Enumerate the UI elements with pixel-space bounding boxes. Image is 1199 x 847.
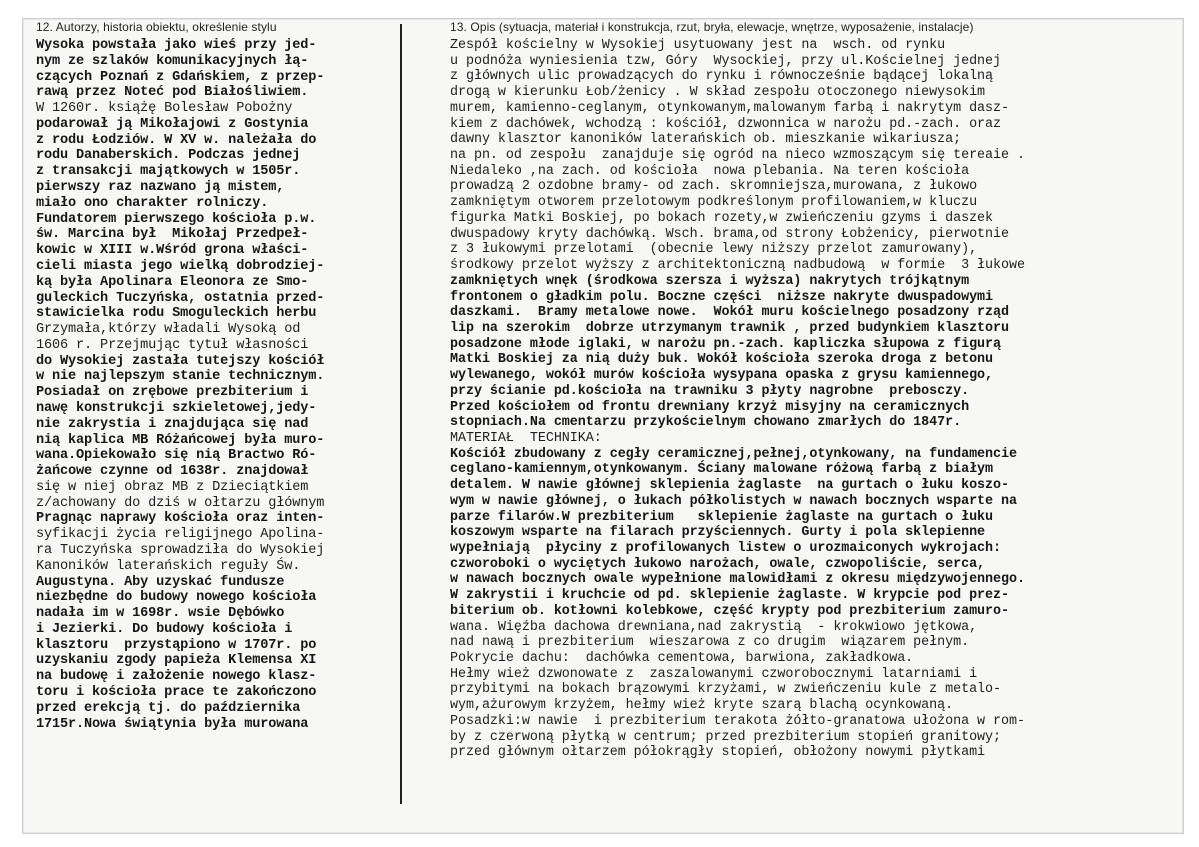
text-line: na pn. od zespołu zanajduje się ogród na nieco wzmoszącym się tereaie . [450, 148, 1025, 164]
text-line: dawny klasztor kanoników laterańskich ob. mieszkanie wikariusza; [450, 132, 962, 148]
text-line: przy ścianie pd.kościoła na trawniku 3 płyty nagrobne prebosczy. [450, 383, 970, 399]
text-line: syfikacji życia religijnego Apolina- [36, 527, 325, 543]
text-line: pierwszy raz nazwano ją mistem, [36, 180, 285, 196]
text-line: by z czerwoną płytką w centrum; przed prezbiterium stopień granitowy; [450, 729, 1002, 745]
text-line: murem, kamienno-ceglanym, otynkowanym,malowanym farbą i nakrytym dasz- [450, 100, 1009, 116]
text-line: figurka Matki Boskiej, po bokach rozety,w zwieńczeniu gzyms i daszek [450, 210, 994, 226]
text-line: Przed kościołem od frontu drewniany krzyż misyjny na ceramicznych [450, 399, 970, 415]
text-line: wym,ażurowym krzyżem, hełmy wież kryte szarą blachą ocynkowaną. [450, 698, 954, 714]
text-line: MATERIAŁ TECHNIKA: [450, 430, 602, 446]
text-line: stopniach.Na cmentarzu przykościelnym chowano zmarłych do 1847r. [450, 415, 962, 431]
text-line: niezbędne do budowy nowego kościoła [36, 590, 317, 606]
text-line: lip na szerokim dobrze utrzymanym trawnik , przed budynkiem klasztoru [450, 320, 1009, 336]
text-line: w nawach bocznych owale wypełnione malowidłami z okresu międzywojennego. [450, 572, 1025, 588]
text-line: Pragnąc naprawy kościoła oraz inten- [36, 511, 325, 527]
text-line: Posadzki:w nawie i prezbiterium terakota żółto-granatowa ułożona w rom- [450, 713, 1025, 729]
text-line: wym w nawie głównej, o łukach półkolistych w nawach bocznych wsparte na [450, 493, 1017, 509]
text-line: nad nawą i prezbiterium wieszarowa z co drugim wiązarem pełnym. [450, 635, 970, 651]
text-line: wana.Opiekowało się nią Bractwo Ró- [36, 448, 317, 464]
text-line: Augustyna. Aby uzyskać fundusze [36, 574, 285, 590]
text-line: w nie najlepszym stanie technicznym. [36, 369, 325, 385]
text-line: wana. Więźba dachowa drewniana,nad zakrystią - krokwiowo jętkowa, [450, 619, 978, 635]
text-line: zamkniętych wnęk (środkowa szersza i wyższa) nakrytych trójkątnym [450, 273, 970, 289]
text-line: św. Marcina był Mikołaj Przedpeł- [36, 227, 309, 243]
text-line: przybitymi na bokach brązowymi krzyżami, w zwieńczeniu kule z metalo- [450, 682, 1002, 698]
text-line: biterium ob. kotłowni kolebkowe, część krypty pod prezbiterium zamuro- [450, 603, 1009, 619]
right-column-header: 13. Opis (sytuacja, materiał i konstrukcja, rzut, bryła, elewacje, wnętrze, wyposażenie, instalacje) [450, 20, 974, 34]
text-line: klasztoru przystąpiono w 1707r. po [36, 637, 317, 653]
text-line: guleckich Tuczyńska, ostatnia przed- [36, 290, 325, 306]
text-line: do Wysokiej zastała tutejszy kościół [36, 353, 325, 369]
left-column-header: 12. Autorzy, historia obiektu, określenie stylu [36, 20, 277, 34]
right-column-text [450, 38, 1175, 761]
text-line: Niedaleko ,na zach. od kościoła nowa plebania. Na teren kościoła [450, 163, 970, 179]
text-line: drogą w kierunku Łob/żenicy . W skład zespołu otoczonego niewysokim [450, 85, 986, 101]
text-line: kowic w XIII w.Wśród grona właści- [36, 243, 309, 259]
column-divider [400, 24, 402, 804]
text-line: Matki Boskiej za nią duży buk. Wokół kościoła szeroka droga z betonu [450, 352, 994, 368]
text-line: posadzone młode iglaki, w narożu pn.-zach. kapliczka słupowa z figurą [450, 336, 1002, 352]
text-line: wylewanego, wokół murów kościoła wysypana opaska z grysu kamiennego, [450, 368, 994, 384]
text-line: Zespół kościelny w Wysokiej usytuowany jest na wsch. od rynku [450, 38, 946, 53]
text-line: ką była Apolinara Eleonora ze Smo- [36, 274, 309, 290]
text-line: zamkniętym otworem przelotowym podkreślonym profilowaniem,w kluczu [450, 195, 978, 211]
text-line: żańcowe czynne od 1638r. znajdował [36, 464, 309, 480]
text-line: toru i kościoła prace te zakończono [36, 685, 317, 701]
text-line: rodu Danaberskich. Podczas jednej [36, 148, 301, 164]
text-line: z transakcji majątkowych w 1505r. [36, 164, 301, 180]
text-line: Hełmy wież dzwonowate z zaszalowanymi czworobocznymi latarniami i [450, 666, 978, 682]
text-line: podarował ją Mikołajowi z Gostynia [36, 116, 309, 132]
text-line: daszkami. Bramy metalowe nowe. Wokół muru kościelnego posadzony rząd [450, 305, 1009, 321]
text-line: i Jezierki. Do budowy kościoła i [36, 621, 293, 637]
text-line: ceglano-kamiennym,otynkowanym. Ściany malowane różową farbą z białym [450, 462, 994, 478]
text-line: Grzymała,którzy władali Wysoką od [36, 322, 301, 338]
text-line: frontonem o gładkim polu. Boczne części niższe nakryte dwuspadowymi [450, 289, 994, 305]
text-line: z/achowany do dziś w ołtarzu głównym [36, 495, 325, 511]
text-line: ra Tuczyńska sprowadziła do Wysokiej [36, 543, 325, 558]
text-line: wypełniają płyciny z profilowanych listew o urozmaiconych wykrojach: [450, 541, 1002, 556]
text-line: nym ze szlaków komunikacyjnych łą- [36, 53, 309, 69]
text-line: przed głównym ołtarzem półokrągły stopień, obłożony nowymi płytkami [450, 745, 986, 761]
text-line: z 3 łukowymi przelotami (obecnie lewy niższy przelot zamurowany), [450, 242, 978, 258]
text-line: Pokrycie dachu: dachówka cementowa, barwiona, zakładkowa. [450, 651, 914, 667]
text-line: się w niej obraz MB z Dzieciątkiem [36, 479, 309, 495]
text-line: prowadzą 2 ozdobne bramy- od zach. skromniejsza,murowana, z łukowo [450, 179, 978, 195]
text-line: Kościół zbudowany z cegły ceramicznej,pełnej,otynkowany, na fundamencie [450, 446, 1017, 462]
right-column [450, 20, 1175, 761]
text-line: Wysoka powstała jako wieś przy jed- [36, 38, 317, 53]
text-line: nadała im w 1698r. wsie Dębówko [36, 606, 285, 622]
text-line: koszowym wsparte na filarach przyściennych. Gurty i pola sklepienne [450, 525, 986, 541]
text-line: z rodu Łodziów. W XV w. należała do [36, 132, 317, 148]
text-line: rawą przez Noteć pod Białośliwiem. [36, 85, 309, 101]
text-line: kiem z dachówek, wchodzą : kościół, dzwonnica w narożu pd.-zach. oraz [450, 116, 1002, 132]
text-line: dwuspadowy kryty dachówką. Wsch. brama,od strony Łobżenicy, pierwotnie [450, 226, 1009, 242]
left-column-text [36, 38, 396, 732]
text-line: detalem. W nawie głównej sklepienia żaglaste na gurtach o łuku koszo- [450, 478, 1009, 494]
text-line: 1715r.Nowa świątynia była murowana [36, 716, 309, 732]
text-line: Fundatorem pierwszego kościoła p.w. [36, 211, 317, 227]
text-line: u podnóża wyniesienia tzw, Góry Wysockiej, przy ul.Kościelnej jednej [450, 53, 1002, 69]
text-line: miało ono charakter rolniczy. [36, 195, 269, 211]
text-line: środkowy przelot wyższy z architektoniczną nadbudową w formie 3 łukowe [450, 258, 1025, 274]
text-line: Kanoników laterańskich reguły Św. [36, 558, 301, 574]
text-line: przed erekcją tj. do października [36, 700, 301, 716]
left-column [36, 20, 396, 732]
text-line: W zakrystii i kruchcie od pd. sklepienie żaglaste. W krypcie pod prez- [450, 588, 1009, 604]
text-line: nawę konstrukcji szkieletowej,jedy- [36, 400, 317, 416]
text-line: czworoboki o wyciętych łukowo narożach, owale, czwороliście, serca, [450, 556, 986, 572]
text-line: czących Poznań z Gdańskiem, z przep- [36, 69, 325, 85]
text-line: W 1260r. książę Bolesław Pobożny [36, 101, 293, 117]
text-line: stawicielka rodu Smoguleckich herbu [36, 306, 317, 322]
text-line: 1606 r. Przejmując tytuł własności [36, 337, 309, 353]
text-line: nie zakrystia i znajdująca się nad [36, 416, 309, 432]
text-line: nią kaplica MB Różańcowej była muro- [36, 432, 325, 448]
text-line: na budowę i założenie nowego klasz- [36, 669, 317, 685]
text-line: z głównych ulic prowadzących do rynku i równocześnie bądącej lokalną [450, 69, 994, 85]
text-line: uzyskaniu zgody papieża Klemensa XI [36, 653, 317, 669]
text-line: parze filarów.W prezbiterium sklepienie żaglaste na gurtach o łuku [450, 509, 994, 525]
text-line: Posiadał on zrębowe prezbiterium i [36, 385, 309, 401]
text-line: cieli miasta jego wielką dobrodziej- [36, 258, 325, 274]
